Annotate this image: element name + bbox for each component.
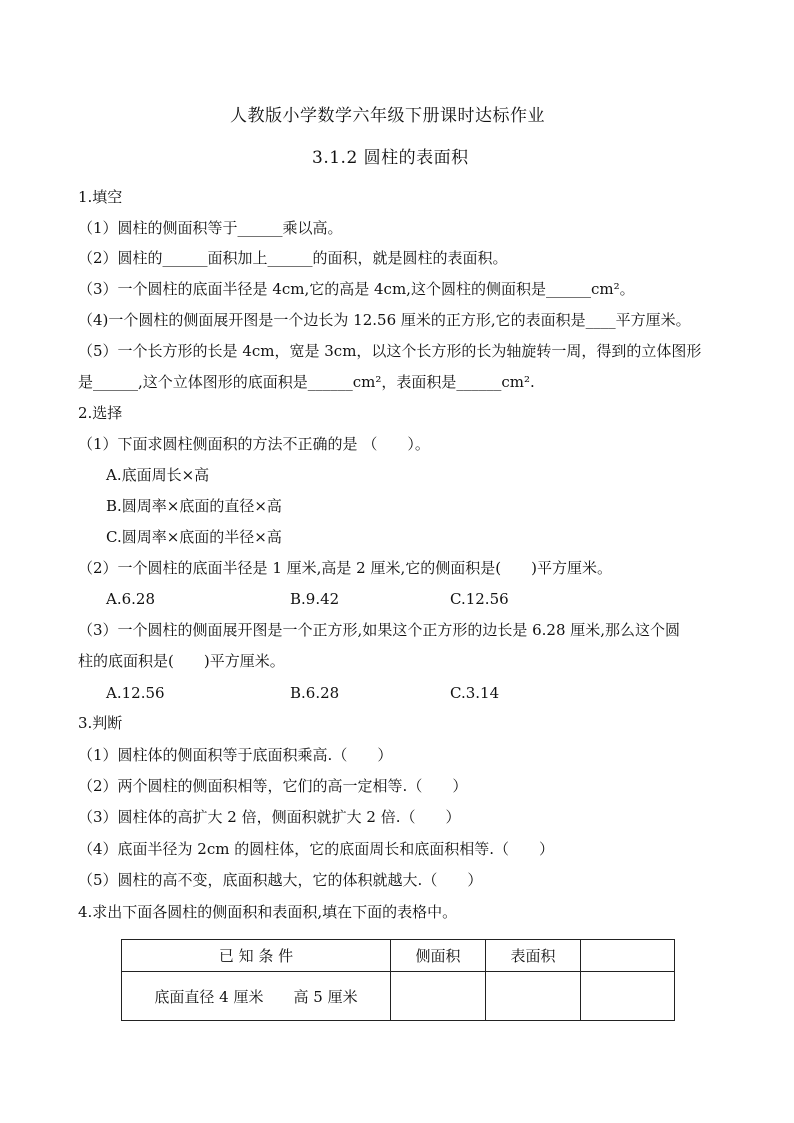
table-row	[122, 972, 675, 1021]
question-text: （4）底面半径为 2cm 的圆柱体，它的底面周长和底面积相等.（ ）	[78, 840, 555, 858]
option-text: A.底面周长×高	[106, 466, 210, 484]
option-text: C.3.14	[450, 684, 500, 702]
option-text: A.12.56	[106, 684, 165, 702]
table-header-cell: 侧面积	[391, 940, 486, 972]
question-text: （2）一个圆柱的底面半径是 1 厘米,高是 2 厘米,它的侧面积是( )平方厘米。	[78, 559, 612, 577]
page-title: 人教版小学数学六年级下册课时达标作业	[230, 106, 545, 126]
section-heading-choice: 2.选择	[78, 404, 123, 422]
section-heading-fill-blank: 1.填空	[78, 188, 123, 206]
section-heading-judge: 3.判断	[78, 714, 123, 732]
question-text: 是______,这个立体图形的底面积是______cm²，表面积是______cm².	[78, 373, 535, 391]
option-text: B.6.28	[290, 684, 340, 702]
table-header-cell	[581, 940, 675, 972]
lesson-subtitle: 3.1.2 圆柱的表面积	[312, 148, 469, 168]
answer-cell[interactable]	[391, 972, 486, 1021]
question-text: （1）圆柱体的侧面积等于底面积乘高.（ ）	[78, 746, 393, 764]
table-cell: 底面直径 4 厘米 高 5 厘米	[122, 972, 391, 1021]
question-text: （4)一个圆柱的侧面展开图是一个边长为 12.56 厘米的正方形,它的表面积是____平方厘米。	[78, 311, 691, 329]
question-text: （3）圆柱体的高扩大 2 倍，侧面积就扩大 2 倍.（ ）	[78, 808, 461, 826]
option-text: C.圆周率×底面的半径×高	[106, 528, 282, 546]
question-text: （3）一个圆柱的侧面展开图是一个正方形,如果这个正方形的边长是 6.28 厘米,那么这个圆	[78, 621, 681, 639]
question-text: （1）圆柱的侧面积等于______乘以高。	[78, 219, 343, 237]
table-header-cell: 已 知 条 件	[122, 940, 391, 972]
option-text: A.6.28	[106, 590, 155, 608]
option-text: B.圆周率×底面的直径×高	[106, 497, 282, 515]
question-text: 柱的底面积是( )平方厘米。	[78, 652, 285, 670]
section-heading-table: 4.求出下面各圆柱的侧面积和表面积,填在下面的表格中。	[78, 903, 458, 921]
table-header-cell: 表面积	[486, 940, 581, 972]
option-text: B.9.42	[290, 590, 340, 608]
answer-cell[interactable]	[581, 972, 675, 1021]
question-text: （3）一个圆柱的底面半径是 4cm,它的高是 4cm,这个圆柱的侧面积是______cm²。	[78, 280, 635, 298]
question-text: （2）两个圆柱的侧面积相等，它们的高一定相等.（ ）	[78, 777, 468, 795]
option-text: C.12.56	[450, 590, 509, 608]
question-text: （1）下面求圆柱侧面积的方法不正确的是 （ ）。	[78, 435, 430, 453]
answer-cell[interactable]	[486, 972, 581, 1021]
answer-table	[121, 939, 675, 1021]
table-header-row	[122, 940, 675, 972]
question-text: （2）圆柱的______面积加上______的面积，就是圆柱的表面积。	[78, 249, 508, 267]
question-text: （5）圆柱的高不变，底面积越大，它的体积就越大.（ ）	[78, 871, 483, 889]
question-text: （5）一个长方形的长是 4cm，宽是 3cm，以这个长方形的长为轴旋转一周，得到的立体图形	[78, 342, 702, 360]
